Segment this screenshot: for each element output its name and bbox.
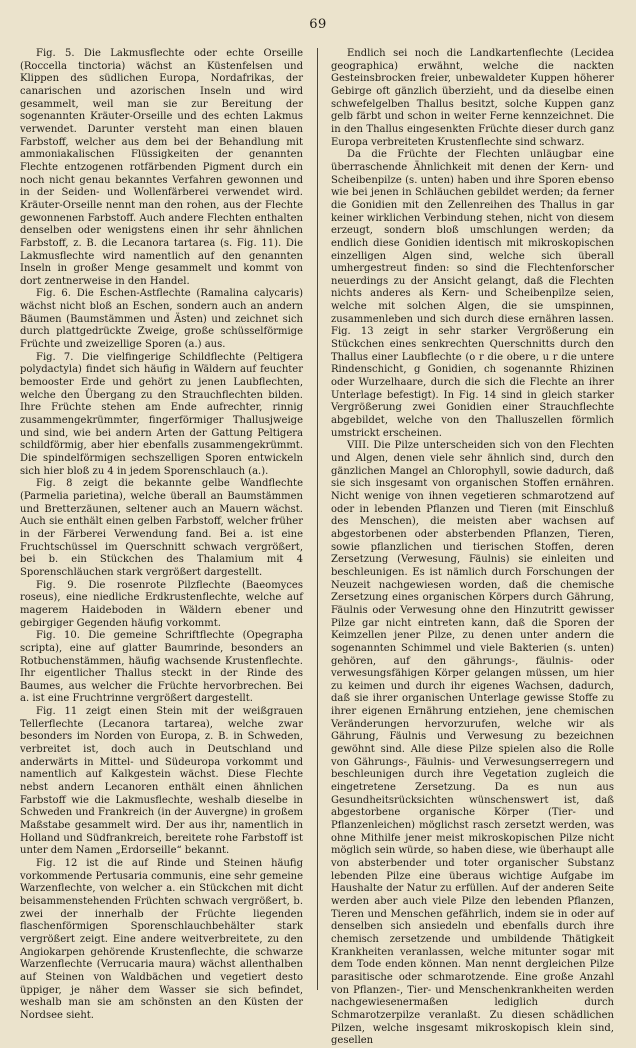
paragraph-fig-10: Fig. 10. Die gemeine Schriftflechte (Opegrapha scripta), eine auf glatter Baumrinde, besonders an Rotbuchenstämmen, häufig wachsende Krustenflechte. Ihr eigentlicher Thallus steckt in der Rinde des Baumes, aus welcher die Früchte hervorbrechen. Bei a. ist eine Fruchtrinne vergrößert dargestellt. <box>20 630 303 705</box>
paragraph-fig-7: Fig. 7. Die vielfingerige Schildflechte (Peltigera polydactyla) findet sich häufig in Wäldern auf feuchter bemooster Erde und gehört zu jenen Laubflechten, welche den Übergang zu den Strauchflechten bilden. Ihre Früchte stehen am Ende aufrechter, rinnig zusammengekrümmter, fingerförmiger Thallusjweige und sind, wie bei andern Arten der Gattung Peltigera schildförmig, aber hier ebenfalls zusammengekrümmt. Die spindelförmigen sechszelligen Sporen entwickeln sich hier bloß zu 4 in jedem Sporenschlauch (a.). <box>20 351 303 477</box>
paragraph-pilze: VIII. Die Pilze unterscheiden sich von den Flechten und Algen, denen viele sehr ähnlich sind, durch den gänzlichen Mangel an Chlorophyll, sowie dadurch, daß sie sich insgesamt von organischen Stoffen ernähren. Nicht wenige von ihnen vegetieren schmarotzend auf oder in lebenden Pflanzen und Tieren (mit Einschluß des Menschen), die meisten aber wachsen auf abgestorbenen oder absterbenden Pflanzen, Tieren, sowie pflanzlichen und tierischen Stoffen, deren Zersetzung (Verwesung, Fäulnis) sie einleiten und beschleunigen. Es ist nämlich durch Forschungen der Neuzeit nachgewiesen worden, daß die chemische Zersetzung eines organischen Körpers durch Gährung, Fäulnis oder Verwesung ohne den Hinzutritt gewisser Pilze gar nicht eintreten kann, daß die Sporen der Keimzellen jener Pilze, zu denen unter andern die sogenannten Schimmel und viele Bakterien (s. unten) gehören, auf den gährungs-, fäulnis- oder verwesungsfähigen Körper gelangen müssen, um hier zu keimen und durch ihr eigenes Wachsen, dadurch, daß sie ihrer organischen Unterlage gewisse Stoffe zu ihrer eigenen Ernährung entziehen, jene chemischen Veränderungen hervorzurufen, welche wir als Gährung, Fäulnis und Verwesung zu bezeichnen gewöhnt sind. Alle diese Pilze spielen also die Rolle von Gährungs-, Fäulnis- und Verwesungserregern und beschleunigen durch ihre Vegetation zugleich die eingetretene Zersetzung. Da es nun aus Gesundheitsrücksichten wünschenswert ist, daß abgestorbene organische Körper (Tier- und Pflanzenleichen) möglichst rasch zersetzt werden, was ohne Mithilfe jener meist mikroskopischen Pilze nicht möglich sein würde, so haben diese, wie überhaupt alle von absterbender und toter organischer Substanz lebenden Pilze eine überaus wichtige Aufgabe im Haushalte der Natur zu erfüllen. Auf der anderen Seite werden aber auch viele Pilze den lebenden Pflanzen, Tieren und Menschen gefährlich, indem sie in oder auf denselben sich ansiedeln und ebenfalls durch ihre chemisch zersetzende und umbildende Thätigkeit Krankheiten veranlassen, welche mitunter sogar mit dem Tode enden können. Man nennt dergleichen Pilze parasitische oder schmarotzende. Eine große Anzahl von Pflanzen-, Tier- und Menschenkrankheiten werden nachgewiesenermaßen lediglich durch Schmarotzerpilze veranlaßt. Zu diesen schädlichen Pilzen, welche insgesamt mikroskopisch klein sind, gesellen <box>331 440 614 1047</box>
paragraph-fig-5: Fig. 5. Die Lakmusflechte oder echte Orseille (Roccella tinctoria) wächst an Küstenfelsen und Klippen des südlichen Europa, Nordafrikas, der canarischen und azorischen Inseln und wird gesammelt, weil man sie zur Bereitung der sogenannten Kräuter-Orseille und des echten Lakmus verwendet. Darunter versteht man einen blauen Farbstoff, welcher aus dem bei der Behandlung mit ammoniakalischen Flüssigkeiten der genannten Flechte entzogenen rotfärbenden Pigment durch ein noch nicht genau bekanntes Verfahren gewonnen und in der Seiden- und Wollenfärberei verwendet wird. Kräuter-Orseille nennt man den rohen, aus der Flechte gewonnenen Farbstoff. Auch andere Flechten enthalten denselben oder wenigstens einen ihr sehr ähnlichen Farbstoff, z. B. die Lecanora tartarea (s. Fig. 11). Die Lakmusflechte wird namentlich auf den genannten Inseln in großer Menge gesammelt und kommt von dort zentnerweise in den Handel. <box>20 48 303 287</box>
paragraph-fig-11: Fig. 11 zeigt einen Stein mit der weißgrauen Tellerflechte (Lecanora tartarea), welche zwar besonders im Norden von Europa, z. B. in Schweden, verbreitet ist, doch auch in Deutschland und anderwärts in Mittel- und Südeuropa vorkommt und namentlich auf Kalkgestein wächst. Diese Flechte nebst andern Lecanoren enthält einen ähnlichen Farbstoff wie die Lakmusflechte, weshalb dieselbe in Schweden und Frankreich (in der Auvergne) in großem Maßstabe gesammelt wird. Der aus ihr, namentlich in Holland und Südfrankreich, bereitete rohe Farbstoff ist unter dem Namen „Erdorseille“ bekannt. <box>20 706 303 857</box>
paragraph-fig-9: Fig. 9. Die rosenrote Pilzflechte (Baeomyces roseus), eine niedliche Erdkrustenflechte, welche auf magerem Haideboden in Wäldern ebener und gebirgiger Gegenden häufig vorkommt. <box>20 579 303 629</box>
right-column <box>331 48 614 1047</box>
paragraph-fig-8: Fig. 8 zeigt die bekannte gelbe Wandflechte (Parmelia parietina), welche überall an Baumstämmen und Bretterzäunen, seltener auch an Mauern wächst. Auch sie enthält einen gelben Farbstoff, welcher früher in der Färberei Verwendung fand. Bei a. ist eine Fruchtschüssel im Querschnitt schwach vergrößert, bei b. ein Stückchen des Thalamium mit 4 Sporenschläuchen stark vergrößert dargestellt. <box>20 478 303 578</box>
page-number: 69 <box>309 17 327 32</box>
left-column <box>20 48 303 1021</box>
column-divider <box>317 48 318 990</box>
paragraph-fig-12: Fig. 12 ist die auf Rinde und Steinen häufig vorkommende Pertusaria communis, eine sehr gemeine Warzenflechte, von welcher a. ein Stückchen mit dicht beisammenstehenden Früchten schwach vergrößert, b. zwei der innerhalb der Früchte liegenden flaschenförmigen Sporenschlauchbehälter stark vergrößert zeigt. Eine andere weitverbreitete, zu den Angiokarpen gehörende Krustenflechte, die schwarze Warzenflechte (Verrucaria maura) wächst allenthalben auf Steinen von Waldbächen und vegetiert desto üppiger, je näher dem Wasser sie sich befindet, weshalb man sie am schönsten an den Küsten der Nordsee sieht. <box>20 858 303 1021</box>
paragraph-landkartenflechte: Endlich sei noch die Landkartenflechte (Lecidea geographica) erwähnt, welche die nackten Gesteinsbrocken freier, unbewaldeter Kuppen höherer Gebirge oft gänzlich überzieht, und da dieselbe einen schwefelgelben Thallus besitzt, solche Kuppen ganz gelb färbt und schon in weiter Ferne kennzeichnet. Die in den Thallus eingesenkten Früchte dieser durch ganz Europa verbreiteten Krustenflechte sind schwarz. <box>331 48 614 148</box>
paragraph-flechten-theorie: Da die Früchte der Flechten unläugbar eine überraschende Ähnlichkeit mit denen der Kern- und Scheibenpilze (s. unten) haben und ihre Sporen ebenso wie bei jenen in Schläuchen gebildet werden; da ferner die Gonidien mit den Zellenreihen des Thallus in gar keiner wirklichen Verbindung stehen, nicht von diesem erzeugt, sondern bloß umschlungen werden; da endlich diese Gonidien identisch mit mikroskopischen einzelligen Algen sind, welche sich überall umhergestreut finden: so sind die Flechtenforscher neuerdings zu der Ansicht gelangt, daß die Flechten nichts anderes als Kern- und Scheibenpilze seien, welche mit solchen Algen, die sie umspinnen, zusammenleben und sich durch diese ernähren lassen. Fig. 13 zeigt in sehr starker Vergrößerung ein Stückchen eines senkrechten Querschnitts durch den Thallus einer Laubflechte (o r die obere, u r die untere Rindenschicht, g Gonidien, ch sogenannte Rhizinen oder Wurzelhaare, durch die sich die Flechte an ihrer Unterlage befestigt). In Fig. 14 sind in gleich starker Vergrößerung zwei Gonidien einer Strauchflechte abgebildet, welche von den Thalluszellen förmlich umstrickt erscheinen. <box>331 149 614 439</box>
paragraph-fig-6: Fig. 6. Die Eschen-Astflechte (Ramalina calycaris) wächst nicht bloß an Eschen, sondern auch an andern Bäumen (Baumstämmen und Ästen) und zeichnet sich durch plattgedrückte Zweige, große schüsselförmige Früchte und zweizellige Sporen (a.) aus. <box>20 288 303 351</box>
